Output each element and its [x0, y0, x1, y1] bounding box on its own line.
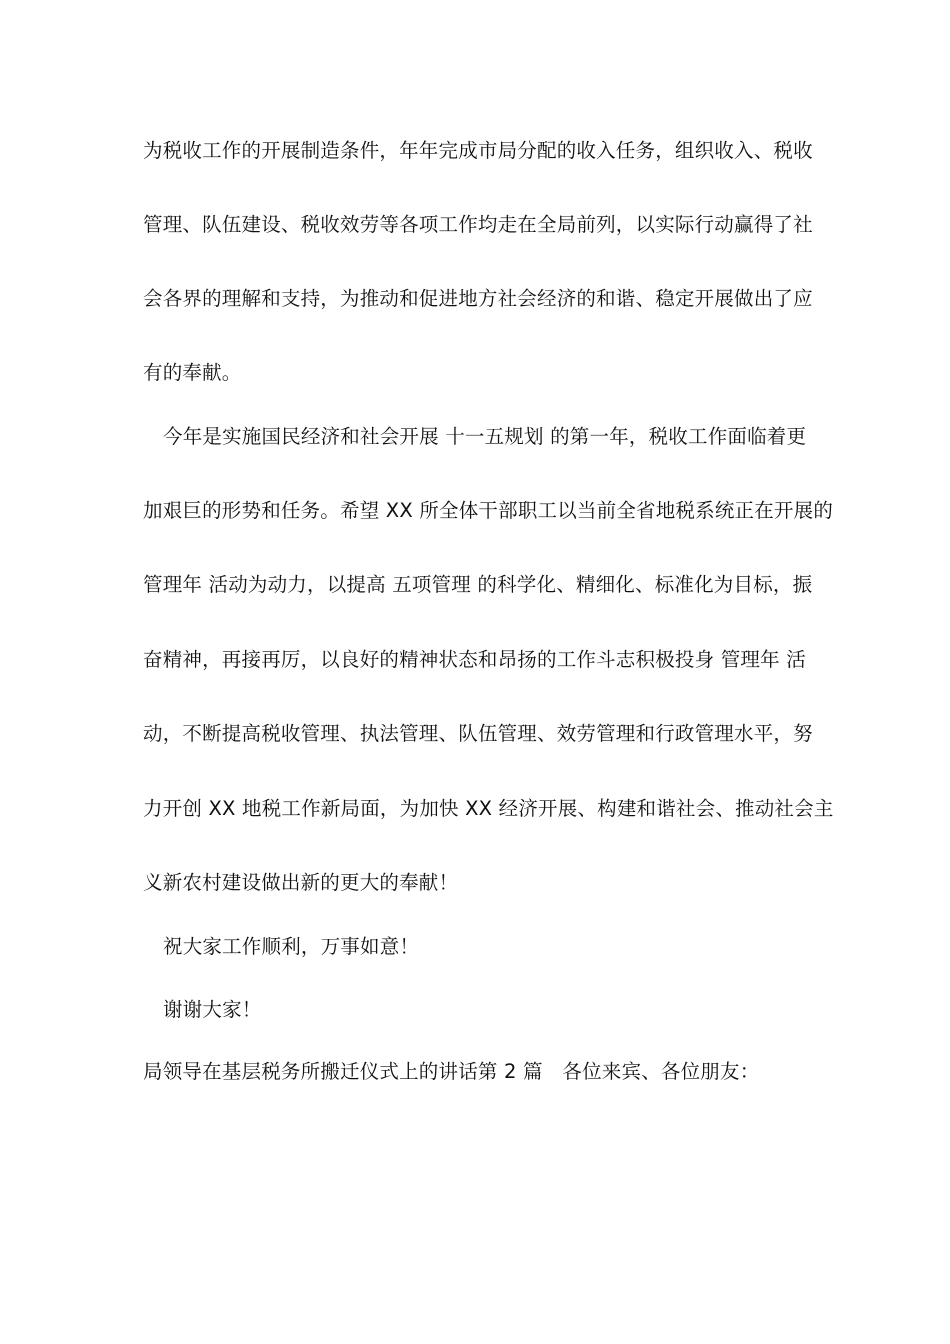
paragraph-line: 祝大家工作顺利，万事如意！ [163, 935, 420, 958]
paragraph-line: 有的奉献。 [143, 361, 242, 384]
paragraph-line: 奋精神，再接再厉，以良好的精神状态和昂扬的工作斗志积极投身 管理年 活 [143, 648, 806, 671]
paragraph-line: 义新农村建设做出新的更大的奉献！ [143, 871, 459, 894]
paragraph-line: 会各界的理解和支持，为推动和促进地方社会经济的和谐、稳定开展做出了应 [143, 287, 813, 310]
paragraph-line: 加艰巨的形势和任务。希望 XX 所全体干部职工以当前全省地税系统正在开展的 [143, 499, 834, 522]
paragraph-line: 管理、队伍建设、税收效劳等各项工作均走在全局前列，以实际行动赢得了社 [143, 213, 813, 236]
paragraph-line: 谢谢大家！ [163, 998, 262, 1021]
paragraph-line: 今年是实施国民经济和社会开展 十一五规划 的第一年，税收工作面临着更 [163, 425, 807, 448]
paragraph-line: 力开创 XX 地税工作新局面，为加快 XX 经济开展、构建和谐社会、推动社会主 [143, 797, 834, 820]
paragraph-line: 管理年 活动为动力，以提高 五项管理 的科学化、精细化、标准化为目标，振 [143, 573, 813, 596]
paragraph-line: 为税收工作的开展制造条件，年年完成市局分配的收入任务，组织收入、税收 [143, 139, 813, 162]
paragraph-line: 动，不断提高税收管理、执法管理、队伍管理、效劳管理和行政管理水平，努 [143, 722, 813, 745]
paragraph-line: 局领导在基层税务所搬迁仪式上的讲话第 2 篇 各位来宾、各位朋友： [143, 1060, 760, 1083]
